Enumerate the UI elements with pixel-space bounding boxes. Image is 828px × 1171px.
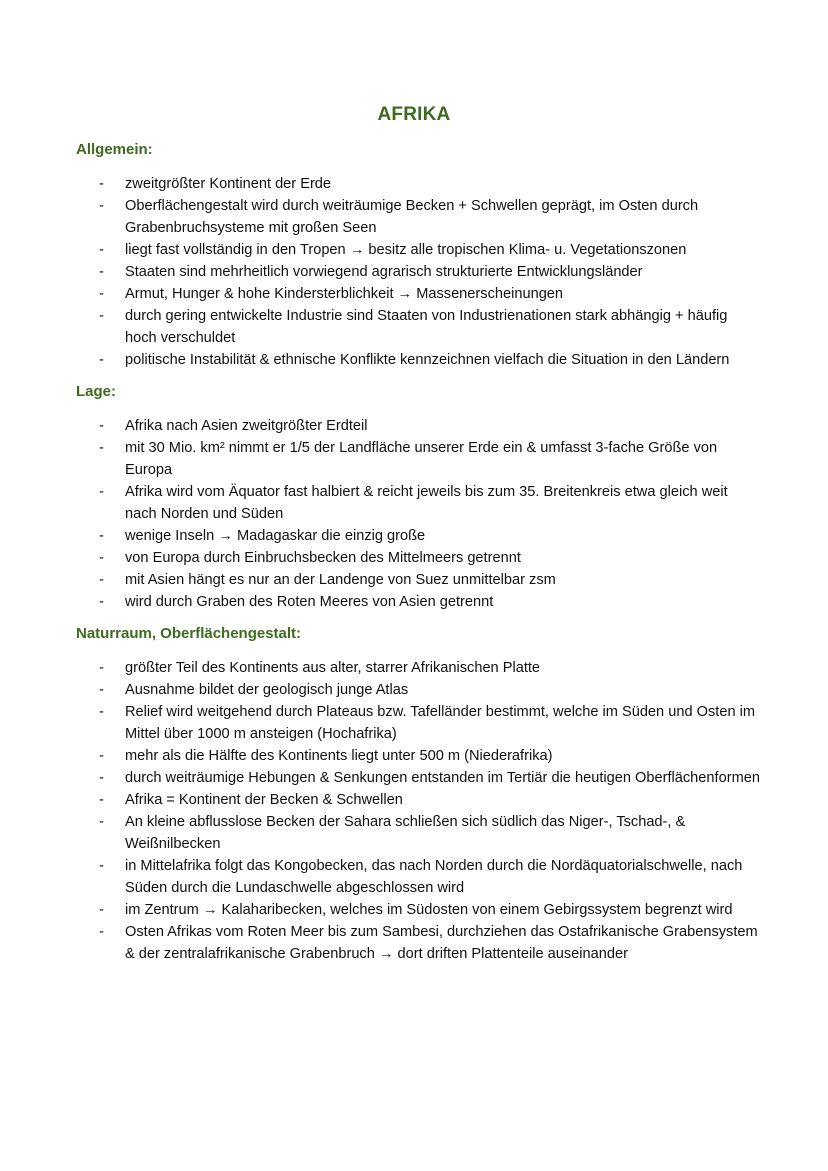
dash-bullet-icon: -	[99, 704, 104, 720]
list-item-text: Afrika wird vom Äquator fast halbiert & reicht jeweils bis zum 35. Breitenkreis etwa gleich weit nach Norden und Süden	[125, 484, 728, 522]
dash-bullet-icon: -	[99, 924, 104, 940]
list-item	[0, 349, 828, 371]
list-item	[0, 569, 828, 591]
list-item-text: liegt fast vollständig in den Tropen → besitz alle tropischen Klima- u. Vegetationszonen	[125, 242, 687, 258]
list-item-text: Afrika nach Asien zweitgrößter Erdteil	[125, 418, 368, 434]
list-item	[0, 811, 828, 855]
section-heading-naturraum-oberflächengestalt: Naturraum, Oberflächengestalt:	[76, 625, 302, 642]
list-item	[0, 855, 828, 899]
list-item	[0, 173, 828, 195]
dash-bullet-icon: -	[99, 484, 104, 500]
list-item	[0, 481, 828, 525]
dash-bullet-icon: -	[99, 440, 104, 456]
list-item-text: größter Teil des Kontinents aus alter, starrer Afrikanischen Platte	[125, 660, 541, 676]
list-item-text: Ausnahme bildet der geologisch junge Atlas	[125, 682, 409, 698]
list-item-text: politische Instabilität & ethnische Konflikte kennzeichnen vielfach die Situation in den Ländern	[125, 352, 730, 368]
list-item-text: im Zentrum → Kalaharibecken, welches im Südosten von einem Gebirgssystem begrenzt wird	[125, 902, 733, 918]
list-item	[0, 261, 828, 283]
list-item	[0, 195, 828, 239]
dash-bullet-icon: -	[99, 572, 104, 588]
list-item	[0, 437, 828, 481]
section-heading-lage: Lage:	[76, 383, 117, 400]
dash-bullet-icon: -	[99, 264, 104, 280]
list-item-text: wenige Inseln → Madagaskar die einzig große	[125, 528, 426, 544]
list-item-text: An kleine abflusslose Becken der Sahara schließen sich südlich das Niger-, Tschad-, & Weißnilbecken	[125, 814, 686, 852]
list-item	[0, 415, 828, 437]
list-item	[0, 305, 828, 349]
list-item	[0, 679, 828, 701]
list-item	[0, 657, 828, 679]
list-item-text: Afrika = Kontinent der Becken & Schwellen	[125, 792, 403, 808]
list-item-text: mehr als die Hälfte des Kontinents liegt unter 500 m (Niederafrika)	[125, 748, 553, 764]
dash-bullet-icon: -	[99, 352, 104, 368]
dash-bullet-icon: -	[99, 286, 104, 302]
bullet-list	[0, 415, 828, 613]
list-item	[0, 899, 828, 921]
dash-bullet-icon: -	[99, 682, 104, 698]
dash-bullet-icon: -	[99, 660, 104, 676]
list-item-text: von Europa durch Einbruchsbecken des Mittelmeers getrennt	[125, 550, 521, 566]
page-title: AFRIKA	[377, 104, 451, 125]
list-item	[0, 283, 828, 305]
bullet-list	[0, 657, 828, 965]
list-item-text: Relief wird weitgehend durch Plateaus bzw. Tafelländer bestimmt, welche im Süden und Osten im Mittel über 1000 m ansteigen (Hochafrika)	[125, 704, 756, 742]
list-item	[0, 921, 828, 965]
list-item-text: Armut, Hunger & hohe Kindersterblichkeit → Massenerscheinungen	[125, 286, 564, 302]
list-item-text: mit Asien hängt es nur an der Landenge von Suez unmittelbar zsm	[125, 572, 556, 588]
bullet-list	[0, 173, 828, 371]
dash-bullet-icon: -	[99, 528, 104, 544]
list-item	[0, 789, 828, 811]
dash-bullet-icon: -	[99, 792, 104, 808]
list-item-text: wird durch Graben des Roten Meeres von Asien getrennt	[125, 594, 494, 610]
list-item-text: Staaten sind mehrheitlich vorwiegend agrarisch strukturierte Entwicklungsländer	[125, 264, 643, 280]
list-item	[0, 701, 828, 745]
list-item-text: mit 30 Mio. km² nimmt er 1/5 der Landfläche unserer Erde ein & umfasst 3-fache Größe von Europa	[125, 440, 718, 478]
list-item	[0, 767, 828, 789]
dash-bullet-icon: -	[99, 902, 104, 918]
list-item	[0, 525, 828, 547]
dash-bullet-icon: -	[99, 418, 104, 434]
dash-bullet-icon: -	[99, 858, 104, 874]
sections-container	[0, 140, 828, 965]
dash-bullet-icon: -	[99, 198, 104, 214]
list-item-text: in Mittelafrika folgt das Kongobecken, das nach Norden durch die Nordäquatorialschwelle, nach Süden durch die Lundaschwelle abgeschlossen wird	[125, 858, 743, 896]
list-item	[0, 239, 828, 261]
dash-bullet-icon: -	[99, 748, 104, 764]
dash-bullet-icon: -	[99, 550, 104, 566]
list-item-text: Osten Afrikas vom Roten Meer bis zum Sambesi, durchziehen das Ostafrikanische Grabensystem & der zentralafrikanische Grabenbruch → dort driften Plattenteile auseinander	[125, 924, 758, 962]
dash-bullet-icon: -	[99, 594, 104, 610]
dash-bullet-icon: -	[99, 242, 104, 258]
dash-bullet-icon: -	[99, 308, 104, 324]
list-item-text: zweitgrößter Kontinent der Erde	[125, 176, 332, 192]
list-item-text: durch weiträumige Hebungen & Senkungen entstanden im Tertiär die heutigen Oberflächenformen	[125, 770, 760, 786]
list-item	[0, 591, 828, 613]
dash-bullet-icon: -	[99, 770, 104, 786]
dash-bullet-icon: -	[99, 176, 104, 192]
list-item	[0, 547, 828, 569]
list-item	[0, 745, 828, 767]
section-heading-allgemein: Allgemein:	[76, 141, 153, 158]
list-item-text: Oberflächengestalt wird durch weiträumige Becken + Schwellen geprägt, im Osten durch Grabenbruchsysteme mit großen Seen	[125, 198, 699, 236]
list-item-text: durch gering entwickelte Industrie sind Staaten von Industrienationen stark abhängig + häufig hoch verschuldet	[125, 308, 728, 346]
dash-bullet-icon: -	[99, 814, 104, 830]
